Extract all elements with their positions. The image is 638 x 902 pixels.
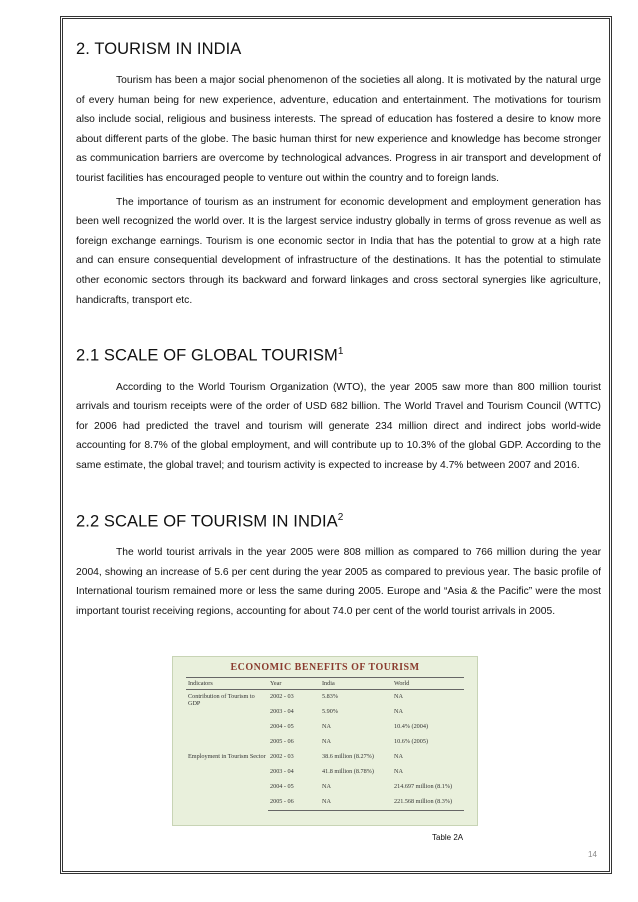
table-header: World: [392, 678, 464, 690]
table-cell: 2002 - 03: [270, 753, 294, 760]
table-header: Indicators: [186, 678, 268, 690]
table-cell: 5.83%: [322, 693, 338, 700]
table-cell: 38.6 million (8.27%): [322, 753, 374, 760]
economic-benefits-table-image: [172, 656, 478, 826]
table-cell: 2002 - 03: [270, 693, 294, 700]
table-cell: 2004 - 05: [270, 723, 294, 730]
table-caption: Table 2A: [432, 833, 464, 842]
table-cell: 2003 - 04: [270, 708, 294, 715]
table-cell: 221.568 million (8.3%): [392, 795, 464, 811]
paragraph: According to the World Tourism Organization (WTO), the year 2005 saw more than 800 million tourist arrivals and tourism receipts were of the order of USD 682 billion. The World Travel and Tourism Council (WTTC) for 2006 had predicted the travel and tourism will generate 234 million direct and indirect jobs world-wide accounting for 8.7% of the global employment, and will contribute up to 10.3% of the global GDP. According to the same estimate, the global travel; and tourism activity is expected to increase by 4.7% between 2007 and 2016.: [76, 381, 601, 471]
table-cell: NA: [394, 768, 403, 775]
table-cell: 2005 - 06: [268, 795, 320, 811]
table-row: [186, 690, 464, 706]
table-cell: NA: [322, 723, 331, 730]
table-cell: NA: [394, 693, 403, 700]
table-cell: NA: [320, 795, 392, 811]
table-cell: NA: [322, 738, 331, 745]
table-cell: 2003 - 04: [270, 768, 294, 775]
paragraph: The world tourist arrivals in the year 2005 were 808 million as compared to 766 million during the year 2004, showing an increase of 5.6 per cent during the year 2005 as compared to previous year. The basic profile of International tourism remained more or less the same during 2005. Europe and “Asia & the Pacific” were the most important tourist receiving regions, accounting for about 74.0 per cent of the world tourist arrivals in 2005.: [76, 547, 601, 617]
paragraph: The importance of tourism as an instrument for economic development and employment generation has been well recognized the world over. It is the largest service industry globally in terms of gross revenue as well as foreign exchange earnings. Tourism is one economic sector in India that has the potential to grow at a high rate and can ensure consequential development of infrastructure of the destinations. It has the potential to stimulate other economic sectors through its backward and forward linkages and cross sectoral synergies like agriculture, handicrafts, transport etc.: [76, 196, 601, 306]
table-cell: NA: [394, 753, 403, 760]
heading-text: 2.2 SCALE OF TOURISM IN INDIA: [76, 512, 338, 531]
table-cell: Contribution of Tourism to GDP: [188, 693, 255, 707]
section-heading-global-tourism: [76, 346, 601, 366]
section-heading-tourism-in-india: 2. TOURISM IN INDIA: [76, 40, 242, 58]
table-cell: 10.6% (2005): [394, 738, 429, 745]
page-content: [76, 28, 601, 625]
table-cell: Employment in Tourism Sector: [188, 753, 266, 760]
page-number: 14: [588, 850, 597, 859]
section-heading-tourism-india: [76, 512, 601, 532]
footnote-marker: 2: [337, 511, 344, 523]
table-title: ECONOMIC BENEFITS OF TOURISM: [230, 662, 420, 673]
heading-text: 2.1 SCALE OF GLOBAL TOURISM: [76, 346, 338, 365]
table-header: Year: [268, 678, 320, 690]
economic-benefits-table: [186, 677, 464, 811]
table-cell: 41.8 million (8.78%): [322, 768, 374, 775]
footnote-marker: 1: [337, 346, 344, 358]
table-cell: 214.697 million (8.1%): [394, 783, 453, 790]
table-cell: 5.90%: [322, 708, 338, 715]
table-cell: 10.4% (2004): [394, 723, 429, 730]
table-cell: 2004 - 05: [270, 783, 294, 790]
table-cell: NA: [394, 708, 403, 715]
table-cell: 2005 - 06: [270, 738, 294, 745]
paragraph: Tourism has been a major social phenomenon of the societies all along. It is motivated by the natural urge of every human being for new experience, adventure, education and entertainment. The motivations for tourism also include social, religious and business interests. The spread of education has fostered a desire to know more about different parts of the globe. The basic human thirst for new experience and knowledge has become stronger as communication barriers are overcome by technological advances. Progress in air transport and development of tourist facilities has encouraged people to venture out within the country and to foreign lands.: [76, 75, 601, 184]
table-header: India: [320, 678, 392, 690]
table-cell: NA: [322, 783, 331, 790]
table-row: [186, 750, 464, 765]
